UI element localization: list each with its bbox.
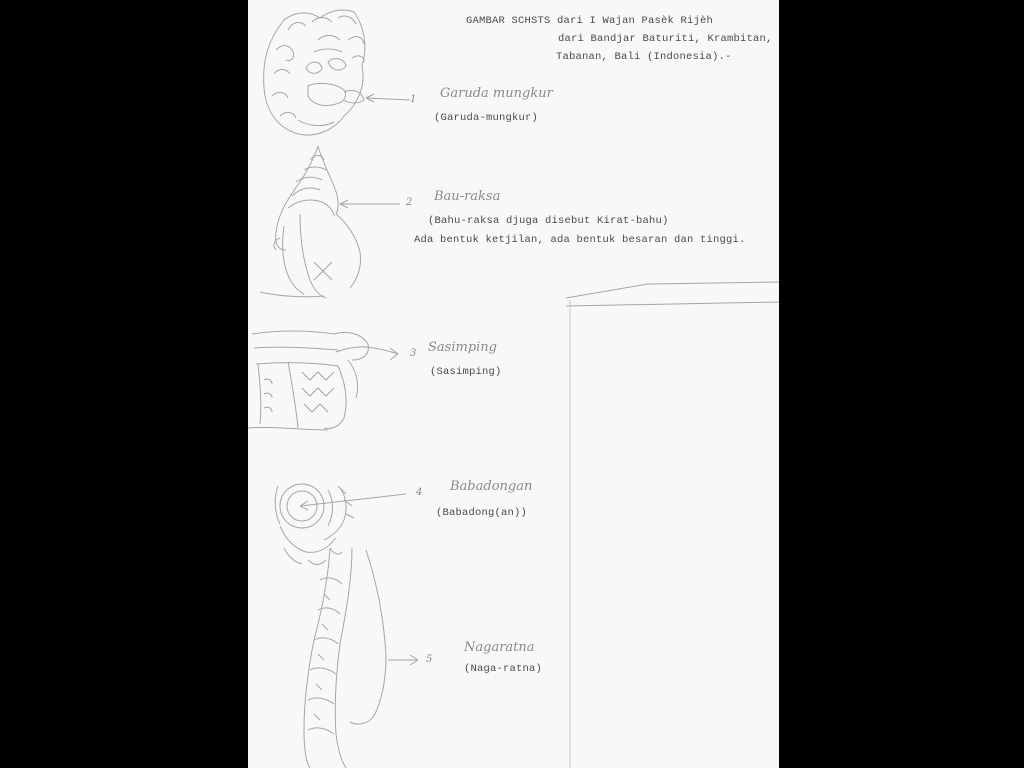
item-5-handwritten: Nagaratna (464, 640, 535, 655)
item-1-number: 1 (410, 94, 417, 105)
item-4-handwritten: Babadongan (450, 479, 533, 494)
item-2-typed: (Bahu-raksa djuga disebut Kirat-bahu) (428, 215, 669, 227)
header-line-2: dari Bandjar Baturiti, Krambitan, (558, 33, 773, 45)
item-2-handwritten: Bau-raksa (434, 189, 501, 204)
item-3-handwritten: Sasimping (428, 340, 497, 355)
item-4-number: 4 (416, 487, 423, 498)
item-1-typed: (Garuda-mungkur) (434, 112, 539, 124)
bahu-raksa-drawing (260, 146, 361, 298)
header-line-1: GAMBAR SCHSTS dari I Wajan Pasèk Rijèh (466, 15, 714, 27)
item-5-typed: (Naga-ratna) (464, 663, 543, 675)
item-2-number: 2 (406, 197, 413, 208)
item-1-handwritten: Garuda mungkur (440, 86, 553, 101)
document-page (248, 0, 779, 768)
naga-ratna-drawing (304, 548, 386, 768)
item-3-typed: (Sasimping) (430, 366, 502, 378)
item-4-typed: (Babadong(an)) (436, 507, 528, 519)
item-2-note: Ada bentuk ketjilan, ada bentuk besaran dan tinggi. (414, 234, 746, 246)
babadongan-drawing (275, 484, 354, 565)
item-3-number: 3 (410, 348, 417, 359)
garuda-mungkur-drawing (264, 10, 365, 135)
item-5-number: 5 (426, 654, 433, 665)
sasimping-drawing (248, 331, 368, 430)
header-line-3: Tabanan, Bali (Indonesia).- (556, 51, 732, 63)
